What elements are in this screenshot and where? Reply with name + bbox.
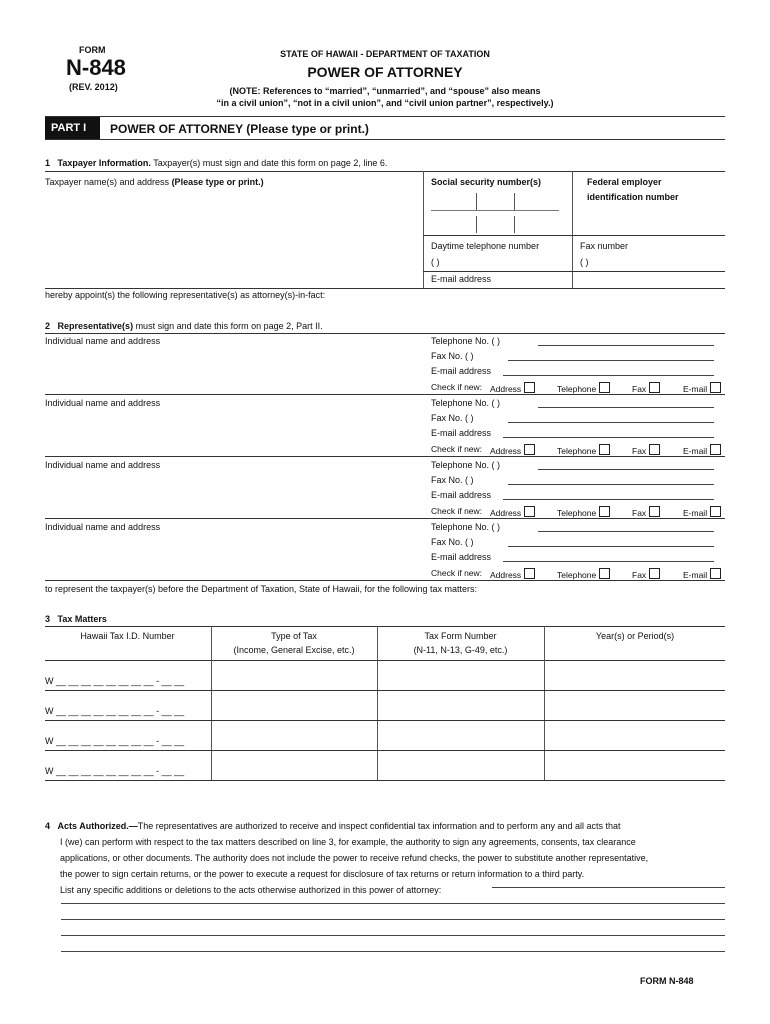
rep-fax-label: Fax No. ( ) — [431, 413, 474, 423]
rep-email-label: E-mail address — [431, 552, 492, 562]
rep-telephone-field[interactable] — [538, 469, 714, 470]
address-checkbox[interactable] — [524, 568, 535, 579]
email-checkbox[interactable] — [710, 444, 721, 455]
rep-check-email[interactable]: E-mail — [683, 444, 721, 456]
rep-name-label: Individual name and address — [45, 460, 161, 470]
rep-email-label: E-mail address — [431, 490, 492, 500]
tax-table-top — [45, 626, 725, 627]
rep-check-telephone[interactable]: Telephone — [557, 506, 610, 518]
rep-fax-label: Fax No. ( ) — [431, 351, 474, 361]
taxpayer-email-label: E-mail address — [431, 274, 492, 284]
footer-form-id: FORM N-848 — [640, 976, 694, 986]
acts-line-2[interactable] — [61, 903, 725, 904]
col-years: Year(s) or Period(s) — [595, 631, 675, 641]
tax-col-divider-3 — [544, 626, 545, 780]
section3-heading: 3 Tax Matters — [45, 614, 107, 624]
rep-telephone-label: Telephone No. ( ) — [431, 460, 501, 470]
acts-line-4[interactable] — [61, 935, 725, 936]
rep-check-email[interactable]: E-mail — [683, 568, 721, 580]
rep-telephone-field[interactable] — [538, 345, 714, 346]
section2-heading: 2 Representative(s) must sign and date this form on page 2, Part II. — [45, 321, 323, 331]
daytime-phone-label: Daytime telephone number — [431, 241, 540, 251]
appoint-text: hereby appoint(s) the following representative(s) as attorney(s)-in-fact: — [45, 290, 326, 300]
acts-line-1[interactable] — [492, 887, 725, 888]
acts-line-3[interactable] — [61, 919, 725, 920]
rep-check-fax[interactable]: Fax — [632, 382, 660, 394]
rep-telephone-label: Telephone No. ( ) — [431, 398, 501, 408]
tax-id-field[interactable]: W __ __ __ __ __ __ __ __ - __ __ — [45, 676, 185, 686]
rep-fax-field[interactable] — [508, 484, 714, 485]
rep-check-telephone[interactable]: Telephone — [557, 568, 610, 580]
form-label: FORM — [79, 45, 106, 55]
tax-table-header-rule — [45, 660, 725, 661]
rep-name-label: Individual name and address — [45, 522, 161, 532]
tax-row-rule — [45, 750, 725, 751]
address-checkbox[interactable] — [524, 382, 535, 393]
fein-label-1: Federal employer — [587, 177, 662, 187]
rep-check-address[interactable]: Address — [490, 382, 535, 394]
part1-top-rule — [45, 116, 725, 117]
phone-row-rule — [423, 235, 725, 236]
rep-fax-label: Fax No. ( ) — [431, 537, 474, 547]
rep-fax-field[interactable] — [508, 546, 714, 547]
fax-number-field[interactable]: ( ) — [580, 257, 589, 267]
represent-text: to represent the taxpayer(s) before the Department of Taxation, State of Hawaii, for the following tax matters: — [45, 584, 478, 594]
section1-rule — [45, 171, 725, 172]
col-tax-form: Tax Form Number — [424, 631, 497, 641]
tax-col-divider-2 — [377, 626, 378, 780]
ssn-field-2[interactable] — [431, 216, 559, 234]
email-checkbox[interactable] — [710, 568, 721, 579]
rep-check-email[interactable]: E-mail — [683, 382, 721, 394]
rep-check-telephone[interactable]: Telephone — [557, 444, 610, 456]
rep-check-fax[interactable]: Fax — [632, 444, 660, 456]
daytime-phone-field[interactable]: ( ) — [431, 257, 440, 267]
rep-name-label: Individual name and address — [45, 398, 161, 408]
rep-telephone-field[interactable] — [538, 531, 714, 532]
rep-email-field[interactable] — [503, 437, 714, 438]
rep-check-label: Check if new: — [431, 568, 483, 578]
form-revision: (REV. 2012) — [69, 82, 118, 92]
email-row-rule — [423, 271, 725, 272]
rep-check-address[interactable]: Address — [490, 506, 535, 518]
acts-line-5[interactable] — [61, 951, 725, 952]
fax-checkbox[interactable] — [649, 506, 660, 517]
rep-email-label: E-mail address — [431, 366, 492, 376]
telephone-checkbox[interactable] — [599, 382, 610, 393]
rep-email-field[interactable] — [503, 561, 714, 562]
rep-check-telephone[interactable]: Telephone — [557, 382, 610, 394]
fein-label-2: identification number — [587, 192, 679, 202]
col-type-of-tax-sub: (Income, General Excise, etc.) — [233, 645, 355, 655]
email-checkbox[interactable] — [710, 382, 721, 393]
tax-row-rule — [45, 720, 725, 721]
tax-id-field[interactable]: W __ __ __ __ __ __ __ __ - __ __ — [45, 736, 185, 746]
rep-check-fax[interactable]: Fax — [632, 568, 660, 580]
rep-check-fax[interactable]: Fax — [632, 506, 660, 518]
rep-bottom-rule — [45, 394, 725, 395]
fax-number-label: Fax number — [580, 241, 629, 251]
rep-name-label: Individual name and address — [45, 336, 161, 346]
rep-email-label: E-mail address — [431, 428, 492, 438]
telephone-checkbox[interactable] — [599, 568, 610, 579]
rep-check-address[interactable]: Address — [490, 444, 535, 456]
form-title: POWER OF ATTORNEY — [307, 64, 463, 80]
ssn-label: Social security number(s) — [431, 177, 542, 187]
rep-email-field[interactable] — [503, 499, 714, 500]
tax-id-field[interactable]: W __ __ __ __ __ __ __ __ - __ __ — [45, 706, 185, 716]
rep-email-field[interactable] — [503, 375, 714, 376]
address-checkbox[interactable] — [524, 444, 535, 455]
rep-telephone-label: Telephone No. ( ) — [431, 336, 501, 346]
rep-check-label: Check if new: — [431, 382, 483, 392]
tax-row-rule — [45, 690, 725, 691]
address-checkbox[interactable] — [524, 506, 535, 517]
section1-bottom-rule — [45, 288, 725, 289]
fax-checkbox[interactable] — [649, 568, 660, 579]
rep-check-email[interactable]: E-mail — [683, 506, 721, 518]
telephone-checkbox[interactable] — [599, 506, 610, 517]
col-tax-form-sub: (N-11, N-13, G-49, etc.) — [413, 645, 508, 655]
acts-authorized: 4 Acts Authorized.—The representatives are authorized to receive and inspect confidential tax information and to perform any and all acts that I (we) can perform with respect to the tax matters described on line 3, for example, the authority to sign any agreements, consents, tax clearance applications, or other documents. The authority does not include the power to receive refund checks, the power to substitute another representative, the power to sign certain returns, or the power to execute a request for disclosure of tax returns or return information to a third party. List any specific additions or deletions to the acts otherwise authorized in this power of attorney: — [45, 821, 649, 895]
rep-bottom-rule — [45, 456, 725, 457]
rep-check-label: Check if new: — [431, 506, 483, 516]
rep-fax-field[interactable] — [508, 422, 714, 423]
part1-title: POWER OF ATTORNEY (Please type or print.) — [110, 122, 369, 136]
agency-name: STATE OF HAWAII - DEPARTMENT OF TAXATION — [280, 49, 490, 59]
rep-telephone-field[interactable] — [538, 407, 714, 408]
ssn-field-1[interactable] — [431, 193, 559, 213]
part1-bottom-rule — [45, 139, 725, 140]
rep-check-address[interactable]: Address — [490, 568, 535, 580]
fax-checkbox[interactable] — [649, 444, 660, 455]
col-type-of-tax: Type of Tax — [271, 631, 317, 641]
part1-badge: PART I — [45, 117, 100, 139]
rep-fax-field[interactable] — [508, 360, 714, 361]
form-number: N-848 — [66, 55, 126, 80]
email-checkbox[interactable] — [710, 506, 721, 517]
telephone-checkbox[interactable] — [599, 444, 610, 455]
note-line-2: “in a civil union”, “not in a civil union”, and “civil union partner”, respectively.) — [216, 98, 554, 108]
fax-checkbox[interactable] — [649, 382, 660, 393]
rep-bottom-rule — [45, 580, 725, 581]
tax-id-field[interactable]: W __ __ __ __ __ __ __ __ - __ __ — [45, 766, 185, 776]
taxpayer-name-label: Taxpayer name(s) and address (Please type or print.) — [45, 177, 264, 187]
col-tax-id: Hawaii Tax I.D. Number — [80, 631, 175, 641]
rep-bottom-rule — [45, 518, 725, 519]
tax-table-bottom — [45, 780, 725, 781]
rep-telephone-label: Telephone No. ( ) — [431, 522, 501, 532]
note-line-1: (NOTE: References to “married”, “unmarried”, and “spouse” also means — [229, 86, 541, 96]
rep-fax-label: Fax No. ( ) — [431, 475, 474, 485]
rep-check-label: Check if new: — [431, 444, 483, 454]
tax-col-divider-1 — [211, 626, 212, 780]
section1-heading: 1 Taxpayer Information. Taxpayer(s) must sign and date this form on page 2, line 6. — [45, 158, 388, 168]
section2-rule — [45, 333, 725, 334]
